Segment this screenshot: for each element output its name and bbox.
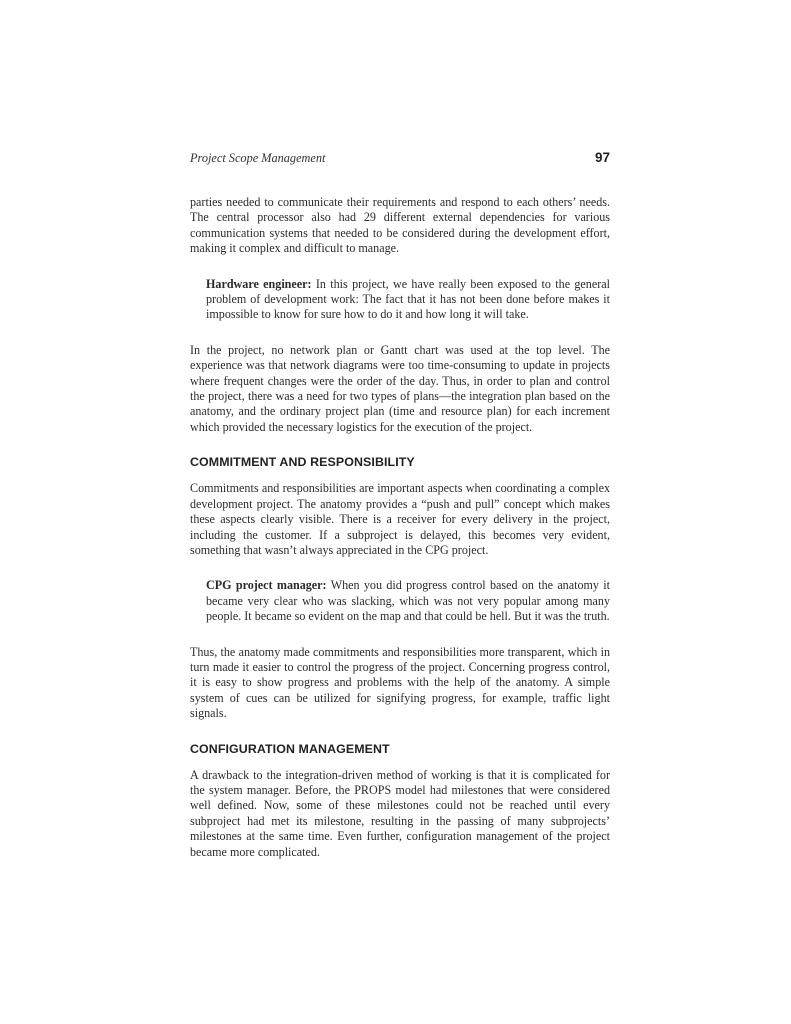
paragraph-3: Commitments and responsibilities are important aspects when coordinating a complex development project. The anatomy provides a “push and pull” concept which makes these aspects clearly visible. There is a receiver for every delivery in the project, including the customer. If a subproject is delayed, this becomes very evident, something that wasn’t always appreciated in the CPG project. [190, 481, 610, 557]
running-head [190, 150, 610, 170]
quote-1-body: In this project, we have really been exposed to the general problem of development work: The fact that it has not been done before makes it impossible to know for sure how to do it and how long it will take. [206, 276, 610, 322]
quote-cpg-project-manager [206, 578, 610, 624]
book-page [190, 150, 610, 880]
paragraph-2: In the project, no network plan or Gantt chart was used at the top level. The experience was that network diagrams were too time-consuming to update in projects where frequent changes were the order of the day. Thus, in order to plan and control the project, there was a need for two types of plans—the integration plan based on the anatomy, and the ordinary project plan (time and resource plan) for each increment which provided the necessary logistics for the execution of the project. [190, 342, 610, 434]
paragraph-5: A drawback to the integration-driven method of working is that it is complicated for the system manager. Before, the PROPS model had milestones that were considered well defined. Now, some of these milestones could not be reached until every subproject had met its milestone, resulting in the passing of many subprojects’ milestones at the same time. Even further, configuration management of the project became more complicated. [190, 767, 610, 859]
paragraph-4: Thus, the anatomy made commitments and responsibilities more transparent, which in turn made it easier to control the progress of the project. Concerning progress control, it is easy to show progress and problems with the help of the anatomy. A simple system of cues can be utilized for signifying progress, for example, traffic light signals. [190, 644, 610, 721]
page-number: 97 [594, 150, 610, 165]
section-heading-commitment: COMMITMENT AND RESPONSIBILITY [190, 455, 415, 470]
section-heading-configuration: CONFIGURATION MANAGEMENT [190, 741, 390, 756]
quote-2-text [206, 578, 610, 624]
quote-1-speaker: Hardware engineer: [206, 276, 312, 291]
quote-1-text [206, 277, 610, 323]
quote-2-speaker: CPG project manager: [206, 578, 327, 593]
quote-hardware-engineer [206, 277, 610, 323]
quote-2-body: When you did progress control based on the anatomy it became very clear who was slacking, which was not very popular among many people. It became so evident on the map and that could be hell. But it was the truth. [206, 578, 610, 624]
paragraph-1: parties needed to communicate their requirements and respond to each others’ needs. The central processor also had 29 different external dependencies for various communication systems that needed to be considered during the development effort, making it complex and difficult to manage. [190, 195, 610, 256]
running-title: Project Scope Management [190, 151, 326, 165]
